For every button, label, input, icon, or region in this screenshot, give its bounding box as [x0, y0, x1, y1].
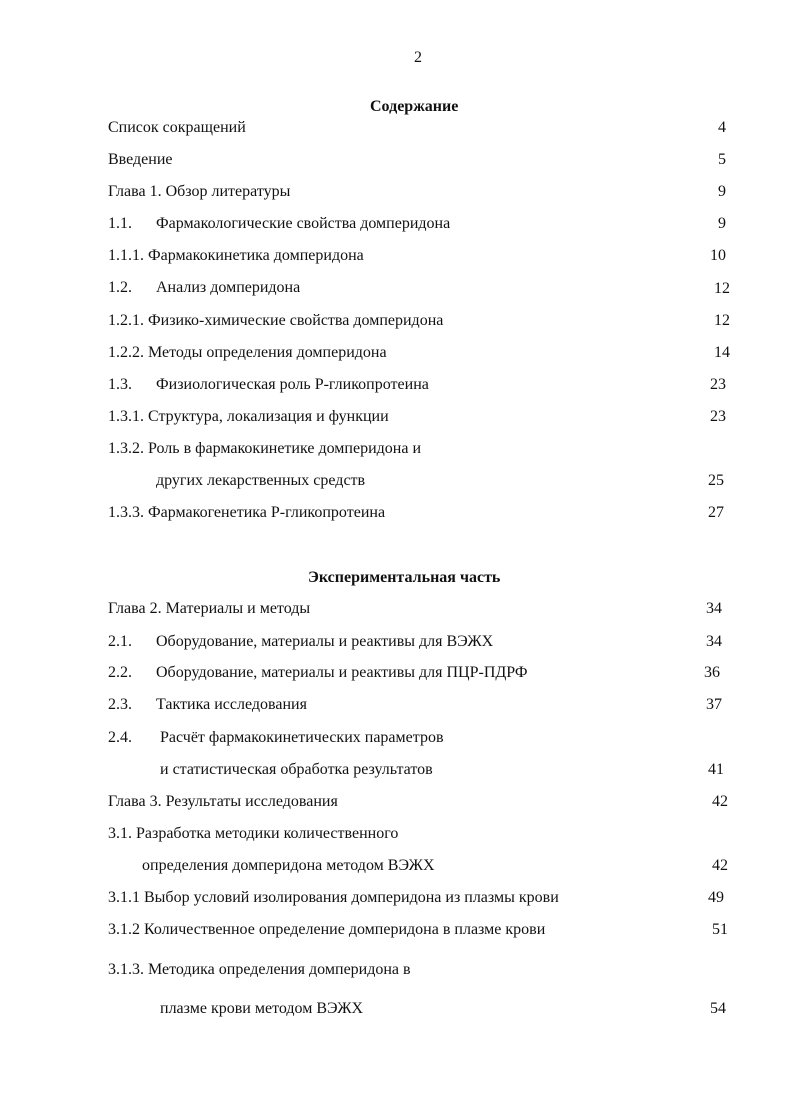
- toc-entry-page: 51: [712, 921, 728, 938]
- toc-entry-title[interactable]: 3.1.2 Количественное определение домперидона в плазме крови: [108, 921, 546, 938]
- toc-entry-page: 37: [706, 696, 722, 713]
- toc-entry-title[interactable]: Оборудование, материалы и реактивы для ВЭЖХ: [156, 633, 494, 650]
- toc-entry-title[interactable]: 1.2.1. Физико-химические свойства домперидона: [108, 312, 444, 329]
- toc-entry-number: 2.1.: [108, 633, 132, 650]
- toc-entry-title[interactable]: Глава 3. Результаты исследования: [108, 793, 338, 810]
- toc-entry-page: 9: [718, 183, 726, 200]
- toc-entry-page: 9: [718, 215, 726, 232]
- toc-entry-number: 2.3.: [108, 696, 132, 713]
- toc-entry-title[interactable]: определения домперидона методом ВЭЖХ: [142, 857, 435, 874]
- toc-entry-title[interactable]: Тактика исследования: [156, 696, 307, 713]
- toc-entry-title[interactable]: Глава 2. Материалы и методы: [108, 600, 311, 617]
- toc-entry-title[interactable]: Физиологическая роль Р-гликопротеина: [156, 376, 429, 393]
- toc-entry-page: 49: [708, 889, 724, 906]
- toc-entry-number: 2.4.: [108, 729, 132, 746]
- toc-entry-title[interactable]: 3.1.3. Методика определения домперидона в: [108, 961, 411, 978]
- toc-entry-page: 27: [708, 504, 724, 521]
- toc-entry-title[interactable]: 1.1.1. Фармакокинетика домперидона: [108, 247, 364, 264]
- toc-entry-number: 1.3.: [108, 376, 132, 393]
- toc-entry-title[interactable]: Глава 1. Обзор литературы: [108, 183, 291, 200]
- toc-entry-title[interactable]: 1.3.1. Структура, локализация и функции: [108, 408, 389, 425]
- toc-entry-title[interactable]: 3.1. Разработка методики количественного: [108, 825, 399, 842]
- toc-entry-page: 12: [714, 312, 730, 329]
- toc-entry-page: 4: [718, 119, 726, 136]
- toc-entry-page: 25: [708, 472, 724, 489]
- toc-entry-number: 2.2.: [108, 664, 132, 681]
- toc-entry-page: 23: [710, 408, 726, 425]
- toc-entry-title[interactable]: 1.3.3. Фармакогенетика Р-гликопротеина: [108, 504, 386, 521]
- toc-entry-title[interactable]: 1.2.2. Методы определения домперидона: [108, 344, 387, 361]
- toc-entry-title[interactable]: и статистическая обработка результатов: [160, 761, 433, 778]
- toc-entry-number: 1.1.: [108, 215, 132, 232]
- toc-entry-title[interactable]: 1.3.2. Роль в фармакокинетике домперидона и: [108, 440, 422, 457]
- toc-entry-title[interactable]: плазме крови методом ВЭЖХ: [160, 1000, 364, 1017]
- toc-entry-page: 42: [712, 793, 728, 810]
- toc-entry-page: 34: [706, 633, 722, 650]
- toc-entry-page: 12: [714, 280, 730, 297]
- toc-entry-page: 36: [704, 664, 720, 681]
- toc-entry-title[interactable]: других лекарственных средств: [156, 472, 366, 489]
- section-heading: Экспериментальная часть: [308, 569, 501, 586]
- toc-heading: Содержание: [370, 98, 459, 115]
- toc-entry-title[interactable]: 3.1.1 Выбор условий изолирования домперидона из плазмы крови: [108, 889, 559, 906]
- toc-entry-page: 42: [712, 857, 728, 874]
- toc-entry-title[interactable]: Введение: [108, 151, 173, 168]
- toc-entry-number: 1.2.: [108, 279, 132, 296]
- toc-entry-page: 10: [710, 247, 726, 264]
- toc-entry-page: 34: [706, 600, 722, 617]
- toc-entry-page: 41: [708, 761, 724, 778]
- toc-entry-title[interactable]: Расчёт фармакокинетических параметров: [160, 729, 444, 746]
- toc-entry-title[interactable]: Анализ домперидона: [156, 279, 301, 296]
- toc-entry-title[interactable]: Оборудование, материалы и реактивы для ПЦР-ПДРФ: [156, 664, 528, 681]
- toc-entry-title[interactable]: Фармакологические свойства домперидона: [156, 215, 451, 232]
- toc-entry-page: 54: [710, 1000, 726, 1017]
- page-number: 2: [414, 49, 422, 66]
- toc-entry-page: 5: [718, 151, 726, 168]
- toc-entry-title[interactable]: Список сокращений: [108, 119, 246, 136]
- toc-entry-page: 23: [710, 376, 726, 393]
- toc-entry-page: 14: [714, 344, 730, 361]
